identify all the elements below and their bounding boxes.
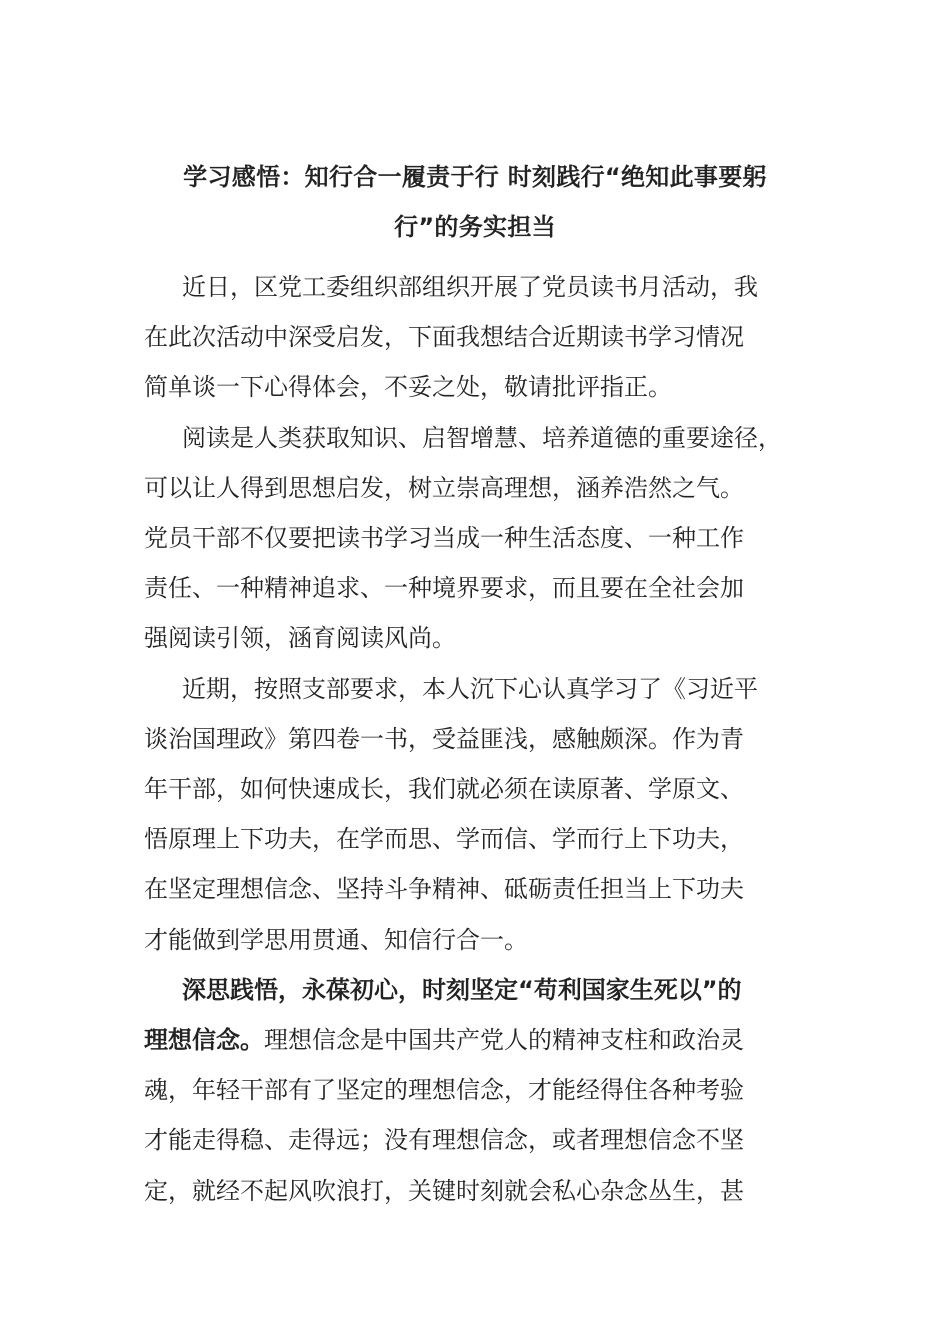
text-part: 理想信念是中国共产党人的精神支柱和政治灵 [264,1026,744,1055]
bold-heading-line: 深思践悟，永葆初心，时刻坚定“苟利国家生死以”的 [182,975,742,1004]
text-line: 强阅读引领，涵育阅读风尚。 [144,624,456,653]
title-line-1: 学习感悟：知行合一履责于行 时刻践行“绝知此事要躬 [183,163,767,191]
text-line: 悟原理上下功夫，在学而思、学而信、学而行上下功夫， [144,825,744,854]
text-line: 在此次活动中深受启发，下面我想结合近期读书学习情况 [144,323,744,352]
text-line: 年干部，如何快速成长，我们就必须在读原著、学原文、 [144,775,744,804]
bold-heading-part: 理想信念。 [144,1026,264,1055]
text-line: 可以让人得到思想启发，树立崇高理想，涵养浩然之气。 [144,473,744,502]
paragraph-3 [144,664,812,965]
text-line: 责任、一种精神追求、一种境界要求，而且要在全社会加 [144,574,744,603]
document-body [144,262,812,1216]
paragraph-4 [144,965,812,1216]
text-line: 简单谈一下心得体会，不妥之处，敬请批评指正。 [144,373,672,402]
text-line: 党员干部不仅要把读书学习当成一种生活态度、一种工作 [144,524,744,553]
text-line: 魂，年轻干部有了坚定的理想信念，才能经得住各种考验 [144,1076,744,1105]
mixed-line [144,1015,812,1065]
text-line: 才能走得稳、走得远；没有理想信念，或者理想信念不坚 [144,1126,744,1155]
title-line-2: 行”的务实担当 [394,213,556,241]
document-title [140,152,810,252]
text-line: 谈治国理政》第四卷一书，受益匪浅，感触颇深。作为青 [144,724,744,753]
paragraph-2 [144,413,812,664]
text-line: 在坚定理想信念、坚持斗争精神、砥砺责任担当上下功夫 [144,875,744,904]
text-line: 近期，按照支部要求，本人沉下心认真学习了《习近平 [182,674,758,703]
paragraph-1 [144,262,812,413]
text-line: 定，就经不起风吹浪打，关键时刻就会私心杂念丛生，甚 [144,1176,744,1205]
text-line: 才能做到学思用贯通、知信行合一。 [144,925,528,954]
text-line: 阅读是人类获取知识、启智增慧、培养道德的重要途径， [182,423,782,452]
text-line: 近日，区党工委组织部组织开展了党员读书月活动，我 [182,273,758,301]
